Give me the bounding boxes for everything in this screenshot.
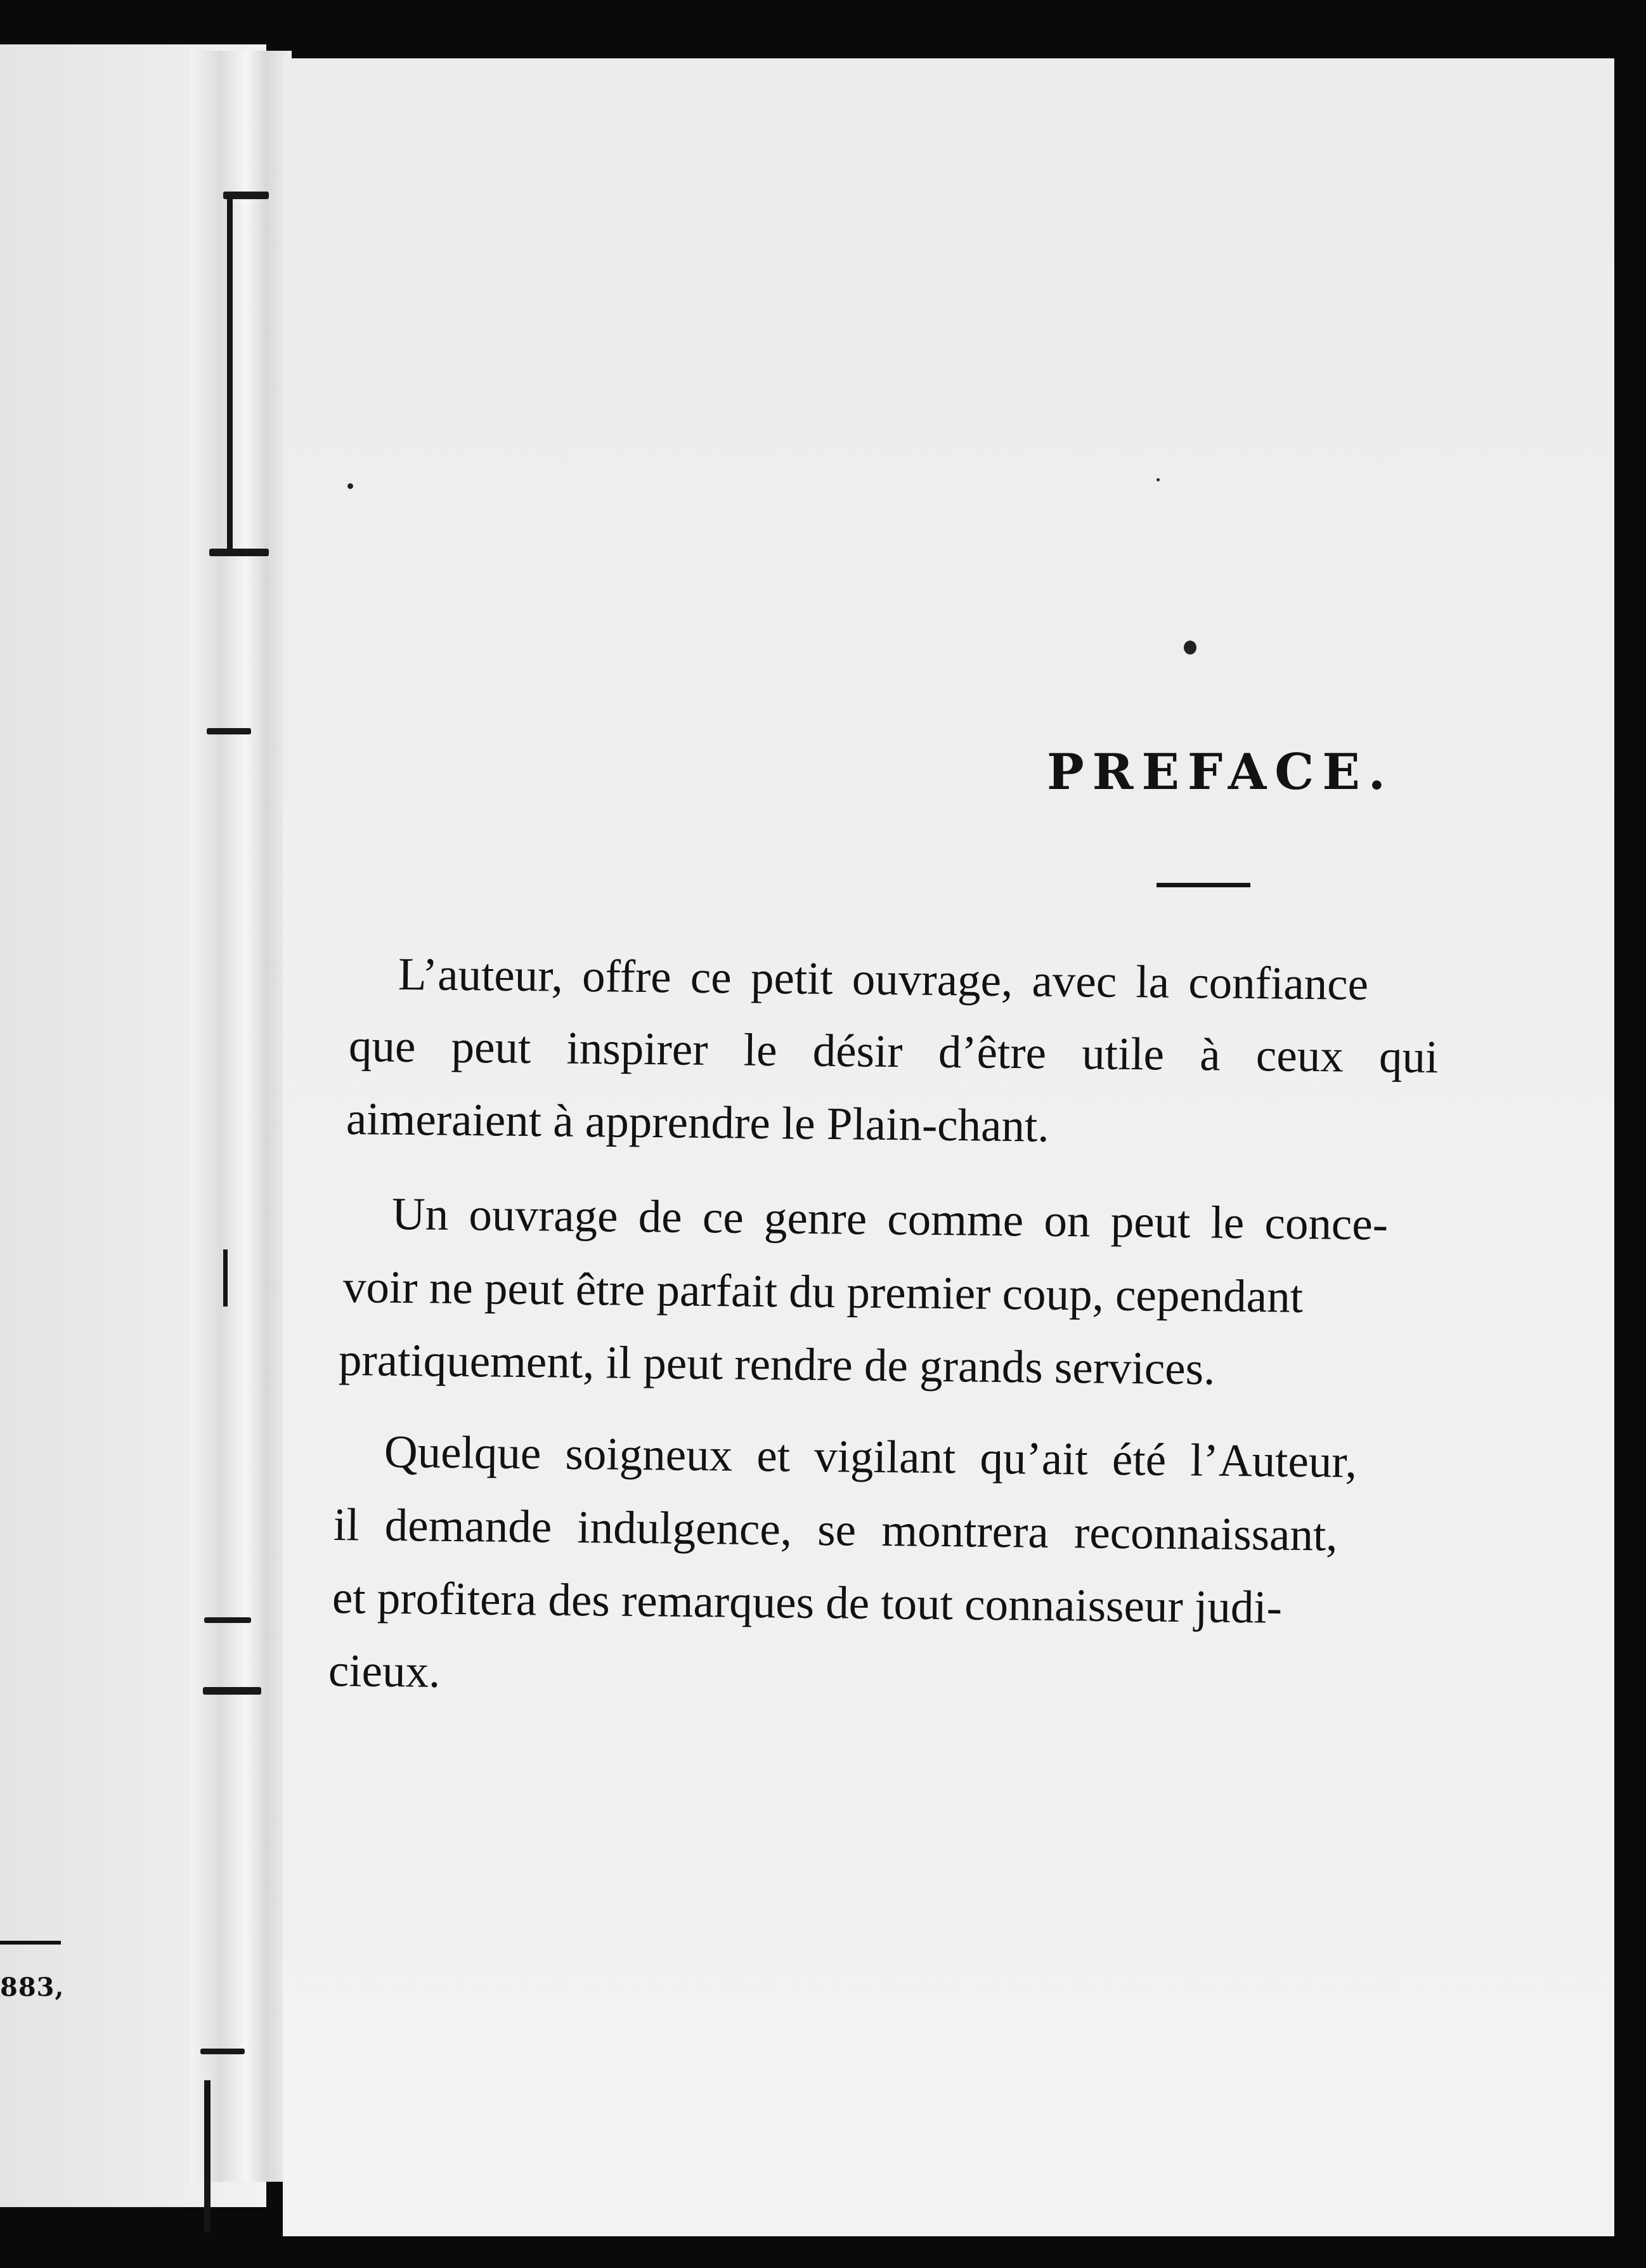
binding-thread-upper [227,197,233,552]
title-rule [1157,883,1250,887]
paragraph-line: Quelque soigneux et vigilant qu’ait été l’Auteur, [384,1426,1358,1488]
paragraph-line: Un ouvrage de ce genre comme on peut le conce- [391,1188,1389,1250]
binding-stitch [207,728,251,734]
paragraph-line: et profitera des remarques de tout connaisseur judi- [332,1572,1283,1633]
binding-stitch [209,549,269,556]
paragraph-line: L’auteur, offre ce petit ouvrage, avec la confiance [398,948,1369,1010]
left-page-rule [0,1941,61,1945]
page-title: PREFACE. [1047,743,1394,801]
binding-gutter [190,51,292,2182]
paragraph-line: pratiquement, il peut rendre de grands services. [338,1334,1215,1395]
page-speck [1184,641,1196,655]
page-speck [347,483,353,489]
paragraph-line: il demande indulgence, se montrera reconnaissant, [333,1499,1338,1561]
binding-stitch [223,192,269,199]
binding-stitch [200,2049,245,2054]
binding-thread-lower [204,2080,211,2232]
page-speck [1157,478,1160,481]
binding-stitch [204,1617,251,1623]
paragraph-line: voir ne peut être parfait du premier coup, cependant [342,1261,1304,1322]
left-page-fragment-text: 883, [0,1972,65,2002]
binding-thread-middle [223,1249,228,1307]
paragraph-line: aimeraient à apprendre le Plain-chant. [346,1093,1050,1152]
paragraph-line: que peut inspirer le désir d’être utile à ceux qui [348,1020,1439,1083]
preface-page [283,58,1614,2236]
binding-stitch [203,1687,261,1695]
paragraph-line: cieux. [328,1645,441,1697]
